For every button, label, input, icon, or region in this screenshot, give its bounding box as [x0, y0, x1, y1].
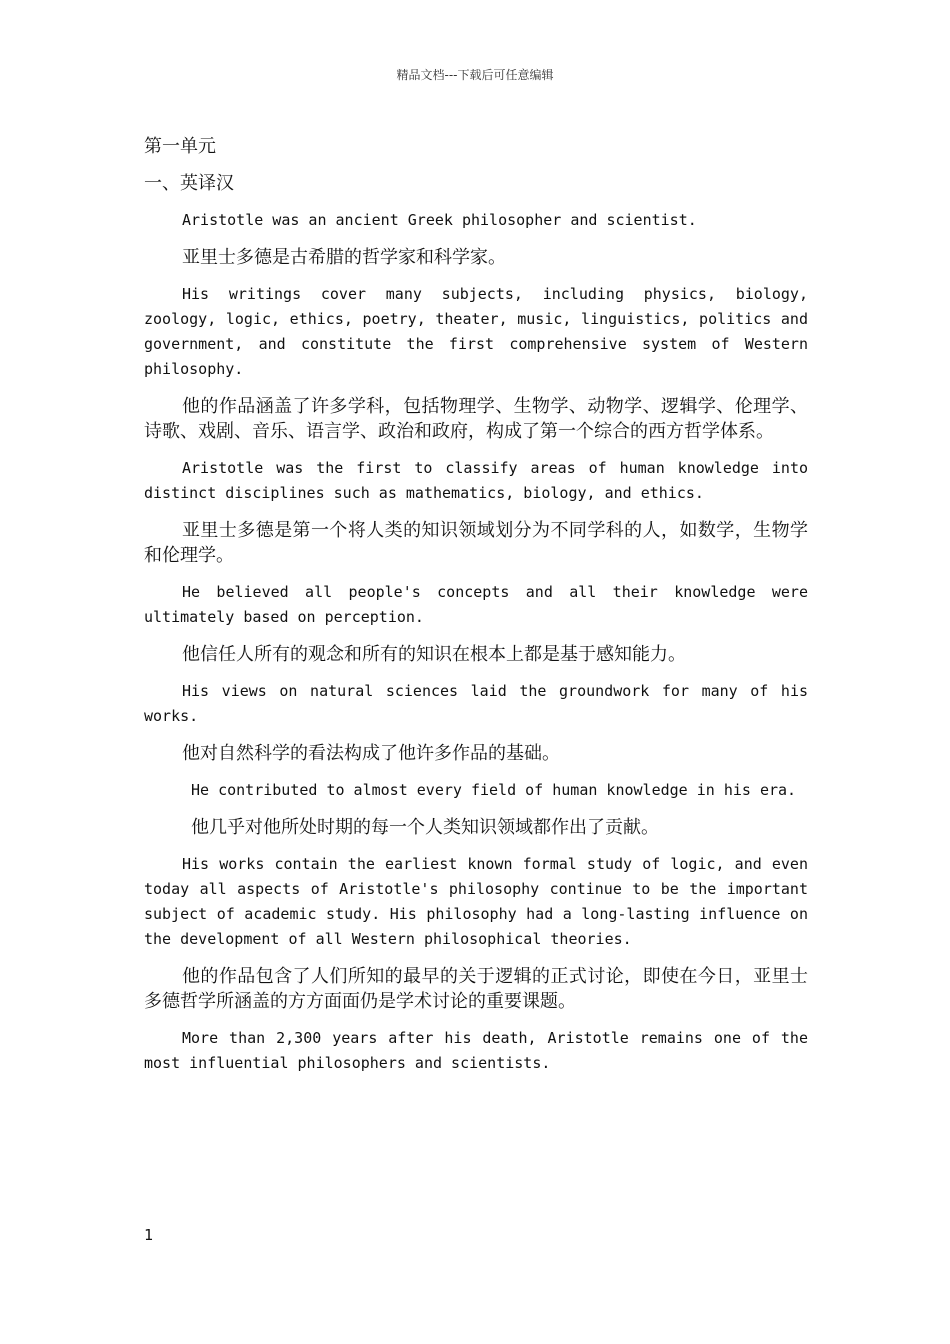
page-header: 精品文档---下载后可任意编辑 — [396, 68, 554, 82]
paragraph-en-6: He contributed to almost every field of human knowledge in his era. — [191, 781, 797, 799]
page-number: 1 — [144, 1226, 154, 1244]
paragraph-zh-3: 亚里士多德是第一个将人类的知识领域划分为不同学科的人，如数学，生物学和伦理学。 — [144, 520, 808, 566]
paragraph-zh-7: 他的作品包含了人们所知的最早的关于逻辑的正式讨论，即使在今日，亚里士多德哲学所涵盖的方方面面仍是学术讨论的重要课题。 — [144, 966, 808, 1012]
paragraph-zh-4: 他信任人所有的观念和所有的知识在根本上都是基于感知能力。 — [182, 644, 686, 665]
paragraph-zh-6: 他几乎对他所处时期的每一个人类知识领域都作出了贡献。 — [191, 817, 659, 838]
paragraph-en-8: More than 2,300 years after his death, Aristotle remains one of the most influential philosophers and scientists. — [144, 1029, 808, 1072]
paragraph-en-2: His writings cover many subjects, including physics, biology, zoology, logic, ethics, poetry, theater, music, linguistics, politics and government, and constitute the first comprehensive system of Western philosophy. — [144, 285, 808, 378]
paragraph-en-4: He believed all people's concepts and all their knowledge were ultimately based on perception. — [144, 583, 808, 626]
document-body — [144, 134, 808, 1088]
paragraph-zh-2: 他的作品涵盖了许多学科，包括物理学、生物学、动物学、逻辑学、伦理学、诗歌、戏剧、音乐、语言学、政治和政府，构成了第一个综合的西方哲学体系。 — [144, 396, 808, 442]
paragraph-en-3: Aristotle was the first to classify areas of human knowledge into distinct disciplines such as mathematics, biology, and ethics. — [144, 459, 808, 502]
unit-title: 第一单元 — [144, 136, 216, 157]
paragraph-en-5: His views on natural sciences laid the groundwork for many of his works. — [144, 682, 808, 725]
paragraph-zh-5: 他对自然科学的看法构成了他许多作品的基础。 — [182, 743, 560, 764]
paragraph-zh-1: 亚里士多德是古希腊的哲学家和科学家。 — [182, 247, 506, 268]
paragraph-en-1: Aristotle was an ancient Greek philosopher and scientist. — [182, 211, 697, 229]
section-title: 一、英译汉 — [144, 173, 234, 194]
paragraph-en-7: His works contain the earliest known formal study of logic, and even today all aspects of Aristotle's philosophy continue to be the important subject of academic study. His philosophy had a long-lasting influence on the development of all Western philosophical theories. — [144, 855, 808, 948]
